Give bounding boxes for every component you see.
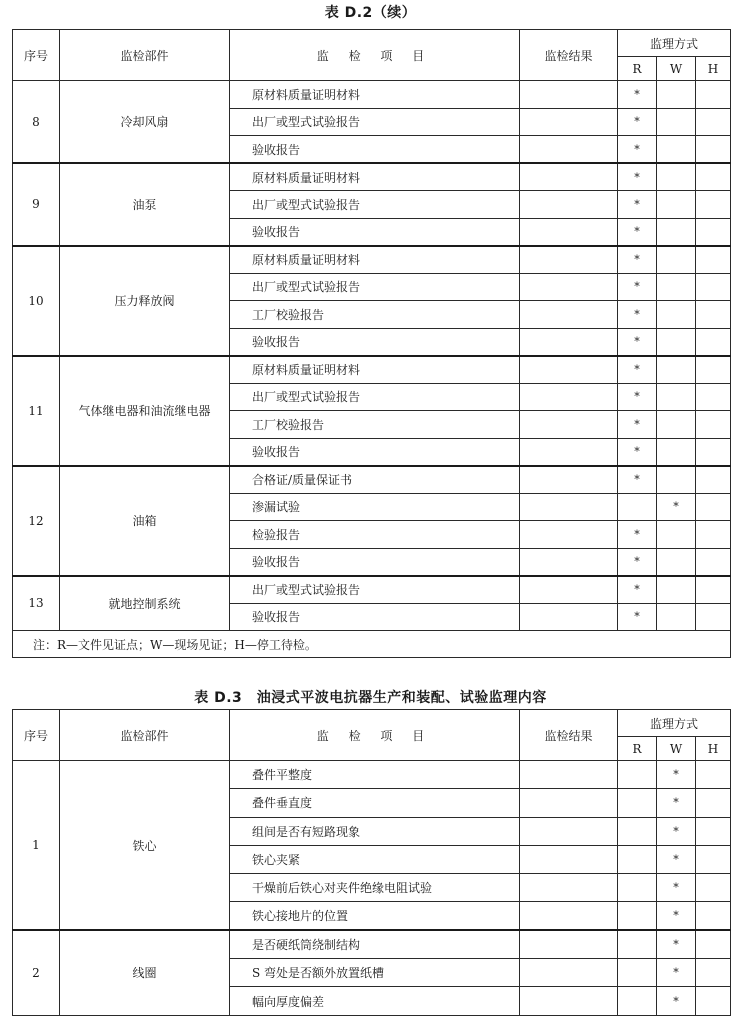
inspection-item: 原材料质量证明材料 — [230, 246, 520, 274]
method-h-mark — [696, 493, 731, 521]
method-r-mark — [618, 902, 657, 930]
inspection-result — [520, 466, 618, 494]
method-w-mark: * — [657, 930, 696, 958]
method-w-mark — [657, 576, 696, 604]
method-r-mark: * — [618, 163, 657, 191]
inspection-result — [520, 987, 618, 1015]
table-row — [13, 246, 731, 274]
inspection-item: 验收报告 — [230, 218, 520, 246]
component-name: 铁心 — [60, 761, 230, 931]
method-w-mark — [657, 438, 696, 466]
table-note: 注：R—文件见证点；W—现场见证；H—停工待检。 — [13, 631, 731, 658]
method-r-mark: * — [618, 548, 657, 576]
method-h-mark — [696, 356, 731, 384]
component-name: 油泵 — [60, 163, 230, 246]
method-r-mark: * — [618, 356, 657, 384]
component-name: 油箱 — [60, 466, 230, 576]
method-w-mark: * — [657, 959, 696, 987]
table-d3-caption: 表 D.3 油浸式平波电抗器生产和装配、试验监理内容 — [194, 690, 547, 706]
method-h-mark — [696, 301, 731, 329]
method-h-mark — [696, 163, 731, 191]
method-h-mark — [696, 81, 731, 109]
inspection-item: 验收报告 — [230, 548, 520, 576]
component-name: 线圈 — [60, 930, 230, 1015]
method-r-mark — [618, 789, 657, 817]
method-r-mark: * — [618, 301, 657, 329]
method-w-mark — [657, 383, 696, 411]
method-r-mark: * — [618, 576, 657, 604]
method-r-mark — [618, 493, 657, 521]
inspection-item: 原材料质量证明材料 — [230, 356, 520, 384]
method-w-mark: * — [657, 874, 696, 902]
method-h-mark — [696, 874, 731, 902]
header-no: 序号 — [13, 30, 60, 81]
method-w-mark: * — [657, 817, 696, 845]
inspection-result — [520, 246, 618, 274]
table-d2-caption: 表 D.2（续） — [324, 5, 417, 21]
method-h-mark — [696, 761, 731, 789]
method-r-mark — [618, 930, 657, 958]
inspection-result — [520, 411, 618, 439]
header-item: 监 检 项 目 — [230, 30, 520, 81]
method-r-mark: * — [618, 438, 657, 466]
method-r-mark — [618, 761, 657, 789]
header-r: R — [618, 737, 657, 761]
method-r-mark: * — [618, 191, 657, 219]
inspection-result — [520, 493, 618, 521]
inspection-result — [520, 930, 618, 958]
inspection-result — [520, 356, 618, 384]
method-r-mark: * — [618, 383, 657, 411]
inspection-result — [520, 548, 618, 576]
inspection-result — [520, 521, 618, 549]
inspection-item: 出厂或型式试验报告 — [230, 191, 520, 219]
method-w-mark — [657, 548, 696, 576]
method-w-mark — [657, 356, 696, 384]
method-w-mark — [657, 273, 696, 301]
inspection-item: 验收报告 — [230, 603, 520, 631]
inspection-result — [520, 789, 618, 817]
inspection-result — [520, 761, 618, 789]
method-w-mark: * — [657, 987, 696, 1015]
method-h-mark — [696, 411, 731, 439]
header-result: 监检结果 — [520, 710, 618, 761]
table-row — [13, 761, 731, 789]
inspection-result — [520, 191, 618, 219]
method-r-mark: * — [618, 246, 657, 274]
method-w-mark: * — [657, 845, 696, 873]
inspection-item: 工厂校验报告 — [230, 301, 520, 329]
method-w-mark — [657, 328, 696, 356]
inspection-result — [520, 438, 618, 466]
inspection-result — [520, 845, 618, 873]
method-w-mark — [657, 108, 696, 136]
table-row — [13, 576, 731, 604]
inspection-item: 合格证/质量保证书 — [230, 466, 520, 494]
method-w-mark — [657, 521, 696, 549]
method-w-mark: * — [657, 789, 696, 817]
inspection-item: 铁心夹紧 — [230, 845, 520, 873]
method-h-mark — [696, 548, 731, 576]
method-h-mark — [696, 136, 731, 164]
header-r: R — [618, 57, 657, 81]
inspection-item: 组间是否有短路现象 — [230, 817, 520, 845]
inspection-item: 出厂或型式试验报告 — [230, 108, 520, 136]
method-r-mark: * — [618, 273, 657, 301]
inspection-result — [520, 874, 618, 902]
method-h-mark — [696, 576, 731, 604]
header-method: 监理方式 — [618, 710, 731, 737]
table-row — [13, 81, 731, 109]
row-number: 13 — [13, 576, 60, 631]
method-h-mark — [696, 930, 731, 958]
method-r-mark — [618, 959, 657, 987]
method-h-mark — [696, 108, 731, 136]
header-w: W — [657, 737, 696, 761]
method-h-mark — [696, 273, 731, 301]
inspection-result — [520, 817, 618, 845]
inspection-item: 是否硬纸筒绕制结构 — [230, 930, 520, 958]
method-w-mark — [657, 411, 696, 439]
method-w-mark — [657, 218, 696, 246]
method-r-mark — [618, 874, 657, 902]
table-d3 — [12, 709, 731, 1016]
row-number: 9 — [13, 163, 60, 246]
header-result: 监检结果 — [520, 30, 618, 81]
header-part: 监检部件 — [60, 710, 230, 761]
row-number: 2 — [13, 930, 60, 1015]
inspection-item: 出厂或型式试验报告 — [230, 576, 520, 604]
component-name: 气体继电器和油流继电器 — [60, 356, 230, 466]
method-h-mark — [696, 383, 731, 411]
method-w-mark: * — [657, 493, 696, 521]
method-w-mark: * — [657, 902, 696, 930]
method-h-mark — [696, 191, 731, 219]
method-r-mark: * — [618, 328, 657, 356]
method-h-mark — [696, 438, 731, 466]
inspection-result — [520, 328, 618, 356]
inspection-item: 出厂或型式试验报告 — [230, 273, 520, 301]
inspection-item: 叠件垂直度 — [230, 789, 520, 817]
method-r-mark — [618, 845, 657, 873]
inspection-result — [520, 81, 618, 109]
header-h: H — [696, 737, 731, 761]
inspection-result — [520, 136, 618, 164]
row-number: 8 — [13, 81, 60, 164]
header-w: W — [657, 57, 696, 81]
method-w-mark — [657, 191, 696, 219]
method-w-mark — [657, 301, 696, 329]
inspection-item: 验收报告 — [230, 438, 520, 466]
method-r-mark: * — [618, 136, 657, 164]
inspection-result — [520, 902, 618, 930]
row-number: 10 — [13, 246, 60, 356]
inspection-result — [520, 163, 618, 191]
method-w-mark — [657, 163, 696, 191]
inspection-item: 原材料质量证明材料 — [230, 81, 520, 109]
inspection-result — [520, 218, 618, 246]
inspection-item: 幅向厚度偏差 — [230, 987, 520, 1015]
method-w-mark — [657, 246, 696, 274]
method-r-mark — [618, 817, 657, 845]
header-h: H — [696, 57, 731, 81]
table-row — [13, 466, 731, 494]
inspection-item: 叠件平整度 — [230, 761, 520, 789]
method-h-mark — [696, 817, 731, 845]
inspection-item: 验收报告 — [230, 136, 520, 164]
method-w-mark — [657, 136, 696, 164]
table-row — [13, 930, 731, 958]
inspection-item: 铁心接地片的位置 — [230, 902, 520, 930]
component-name: 压力释放阀 — [60, 246, 230, 356]
inspection-item: 检验报告 — [230, 521, 520, 549]
method-r-mark: * — [618, 218, 657, 246]
header-no: 序号 — [13, 710, 60, 761]
method-r-mark: * — [618, 521, 657, 549]
method-h-mark — [696, 902, 731, 930]
inspection-result — [520, 273, 618, 301]
header-method: 监理方式 — [618, 30, 731, 57]
method-w-mark — [657, 603, 696, 631]
table-d2-body — [13, 81, 731, 631]
header-part: 监检部件 — [60, 30, 230, 81]
method-w-mark: * — [657, 761, 696, 789]
component-name: 就地控制系统 — [60, 576, 230, 631]
inspection-item: 原材料质量证明材料 — [230, 163, 520, 191]
method-h-mark — [696, 789, 731, 817]
row-number: 11 — [13, 356, 60, 466]
header-item: 监 检 项 目 — [230, 710, 520, 761]
inspection-item: S 弯处是否额外放置纸槽 — [230, 959, 520, 987]
inspection-item: 渗漏试验 — [230, 493, 520, 521]
inspection-item: 出厂或型式试验报告 — [230, 383, 520, 411]
method-r-mark: * — [618, 603, 657, 631]
method-w-mark — [657, 466, 696, 494]
method-h-mark — [696, 328, 731, 356]
inspection-item: 验收报告 — [230, 328, 520, 356]
row-number: 12 — [13, 466, 60, 576]
method-h-mark — [696, 521, 731, 549]
table-d3-body — [13, 761, 731, 1016]
method-r-mark: * — [618, 108, 657, 136]
method-h-mark — [696, 959, 731, 987]
method-r-mark: * — [618, 466, 657, 494]
method-h-mark — [696, 603, 731, 631]
method-h-mark — [696, 246, 731, 274]
inspection-result — [520, 108, 618, 136]
method-h-mark — [696, 466, 731, 494]
method-w-mark — [657, 81, 696, 109]
table-row — [13, 356, 731, 384]
row-number: 1 — [13, 761, 60, 931]
inspection-result — [520, 576, 618, 604]
method-r-mark — [618, 987, 657, 1015]
method-h-mark — [696, 845, 731, 873]
method-h-mark — [696, 987, 731, 1015]
method-r-mark: * — [618, 81, 657, 109]
inspection-result — [520, 603, 618, 631]
table-d2 — [12, 29, 731, 658]
method-r-mark: * — [618, 411, 657, 439]
inspection-item: 工厂校验报告 — [230, 411, 520, 439]
component-name: 冷却风扇 — [60, 81, 230, 164]
inspection-item: 干燥前后铁心对夹件绝缘电阻试验 — [230, 874, 520, 902]
inspection-result — [520, 301, 618, 329]
table-row — [13, 163, 731, 191]
inspection-result — [520, 959, 618, 987]
method-h-mark — [696, 218, 731, 246]
inspection-result — [520, 383, 618, 411]
